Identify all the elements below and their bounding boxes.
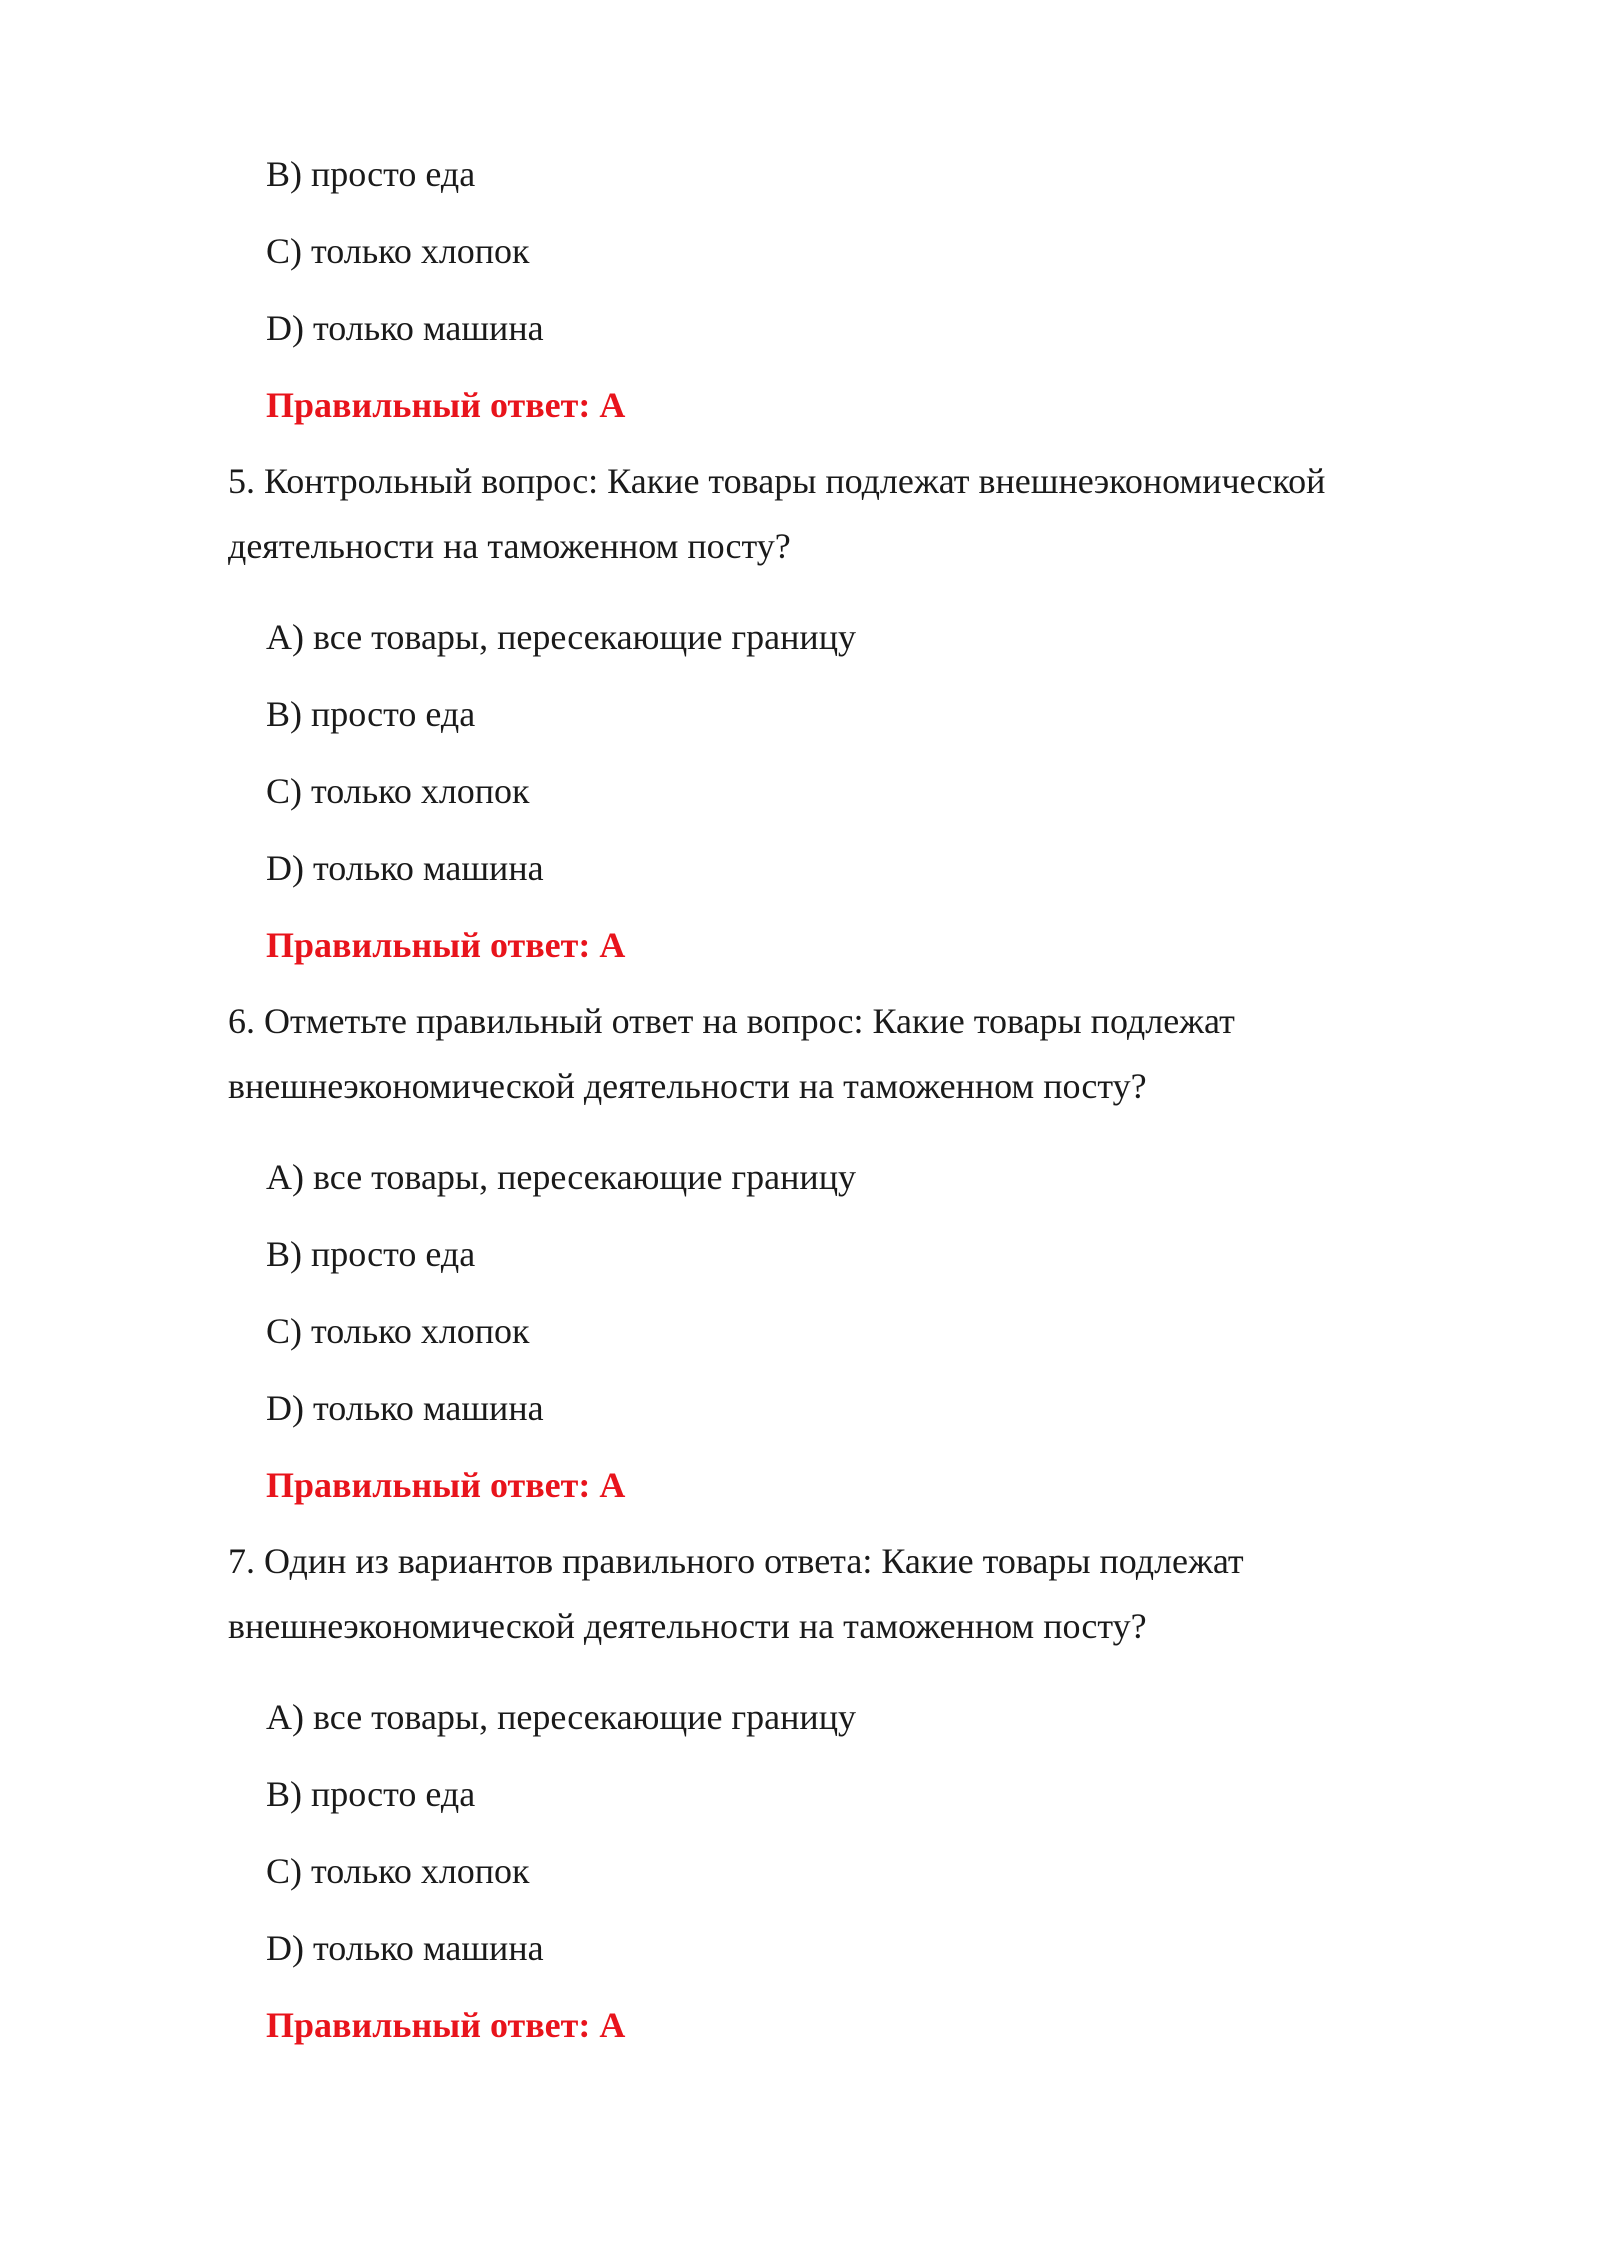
correct-answer: Правильный ответ: A — [266, 385, 626, 425]
correct-answer: Правильный ответ: A — [266, 925, 626, 965]
option-c: C) только хлопок — [266, 1311, 530, 1351]
option-d: D) только машина — [266, 848, 544, 888]
option-a: A) все товары, пересекающие границу — [266, 1697, 856, 1737]
option-a: A) все товары, пересекающие границу — [266, 1157, 856, 1197]
question-text: 7. Один из вариантов правильного ответа: Какие товары подлежат — [228, 1541, 1244, 1581]
option-d: D) только машина — [266, 1388, 544, 1428]
option-b: B) просто еда — [266, 694, 476, 734]
option-c: C) только хлопок — [266, 771, 530, 811]
option-b: B) просто еда — [266, 1774, 476, 1814]
correct-answer: Правильный ответ: A — [266, 2005, 626, 2045]
question-text: внешнеэкономической деятельности на таможенном посту? — [228, 1066, 1147, 1106]
option-c: C) только хлопок — [266, 231, 530, 271]
option-a: A) все товары, пересекающие границу — [266, 617, 856, 657]
option-d: D) только машина — [266, 1928, 544, 1968]
question-text: деятельности на таможенном посту? — [228, 526, 791, 566]
question-text: внешнеэкономической деятельности на таможенном посту? — [228, 1606, 1147, 1646]
correct-answer: Правильный ответ: A — [266, 1465, 626, 1505]
option-c: C) только хлопок — [266, 1851, 530, 1891]
option-b: B) просто еда — [266, 154, 476, 194]
option-b: B) просто еда — [266, 1234, 476, 1274]
option-d: D) только машина — [266, 308, 544, 348]
question-text: 6. Отметьте правильный ответ на вопрос: Какие товары подлежат — [228, 1001, 1235, 1041]
question-text: 5. Контрольный вопрос: Какие товары подлежат внешнеэкономической — [228, 461, 1326, 501]
